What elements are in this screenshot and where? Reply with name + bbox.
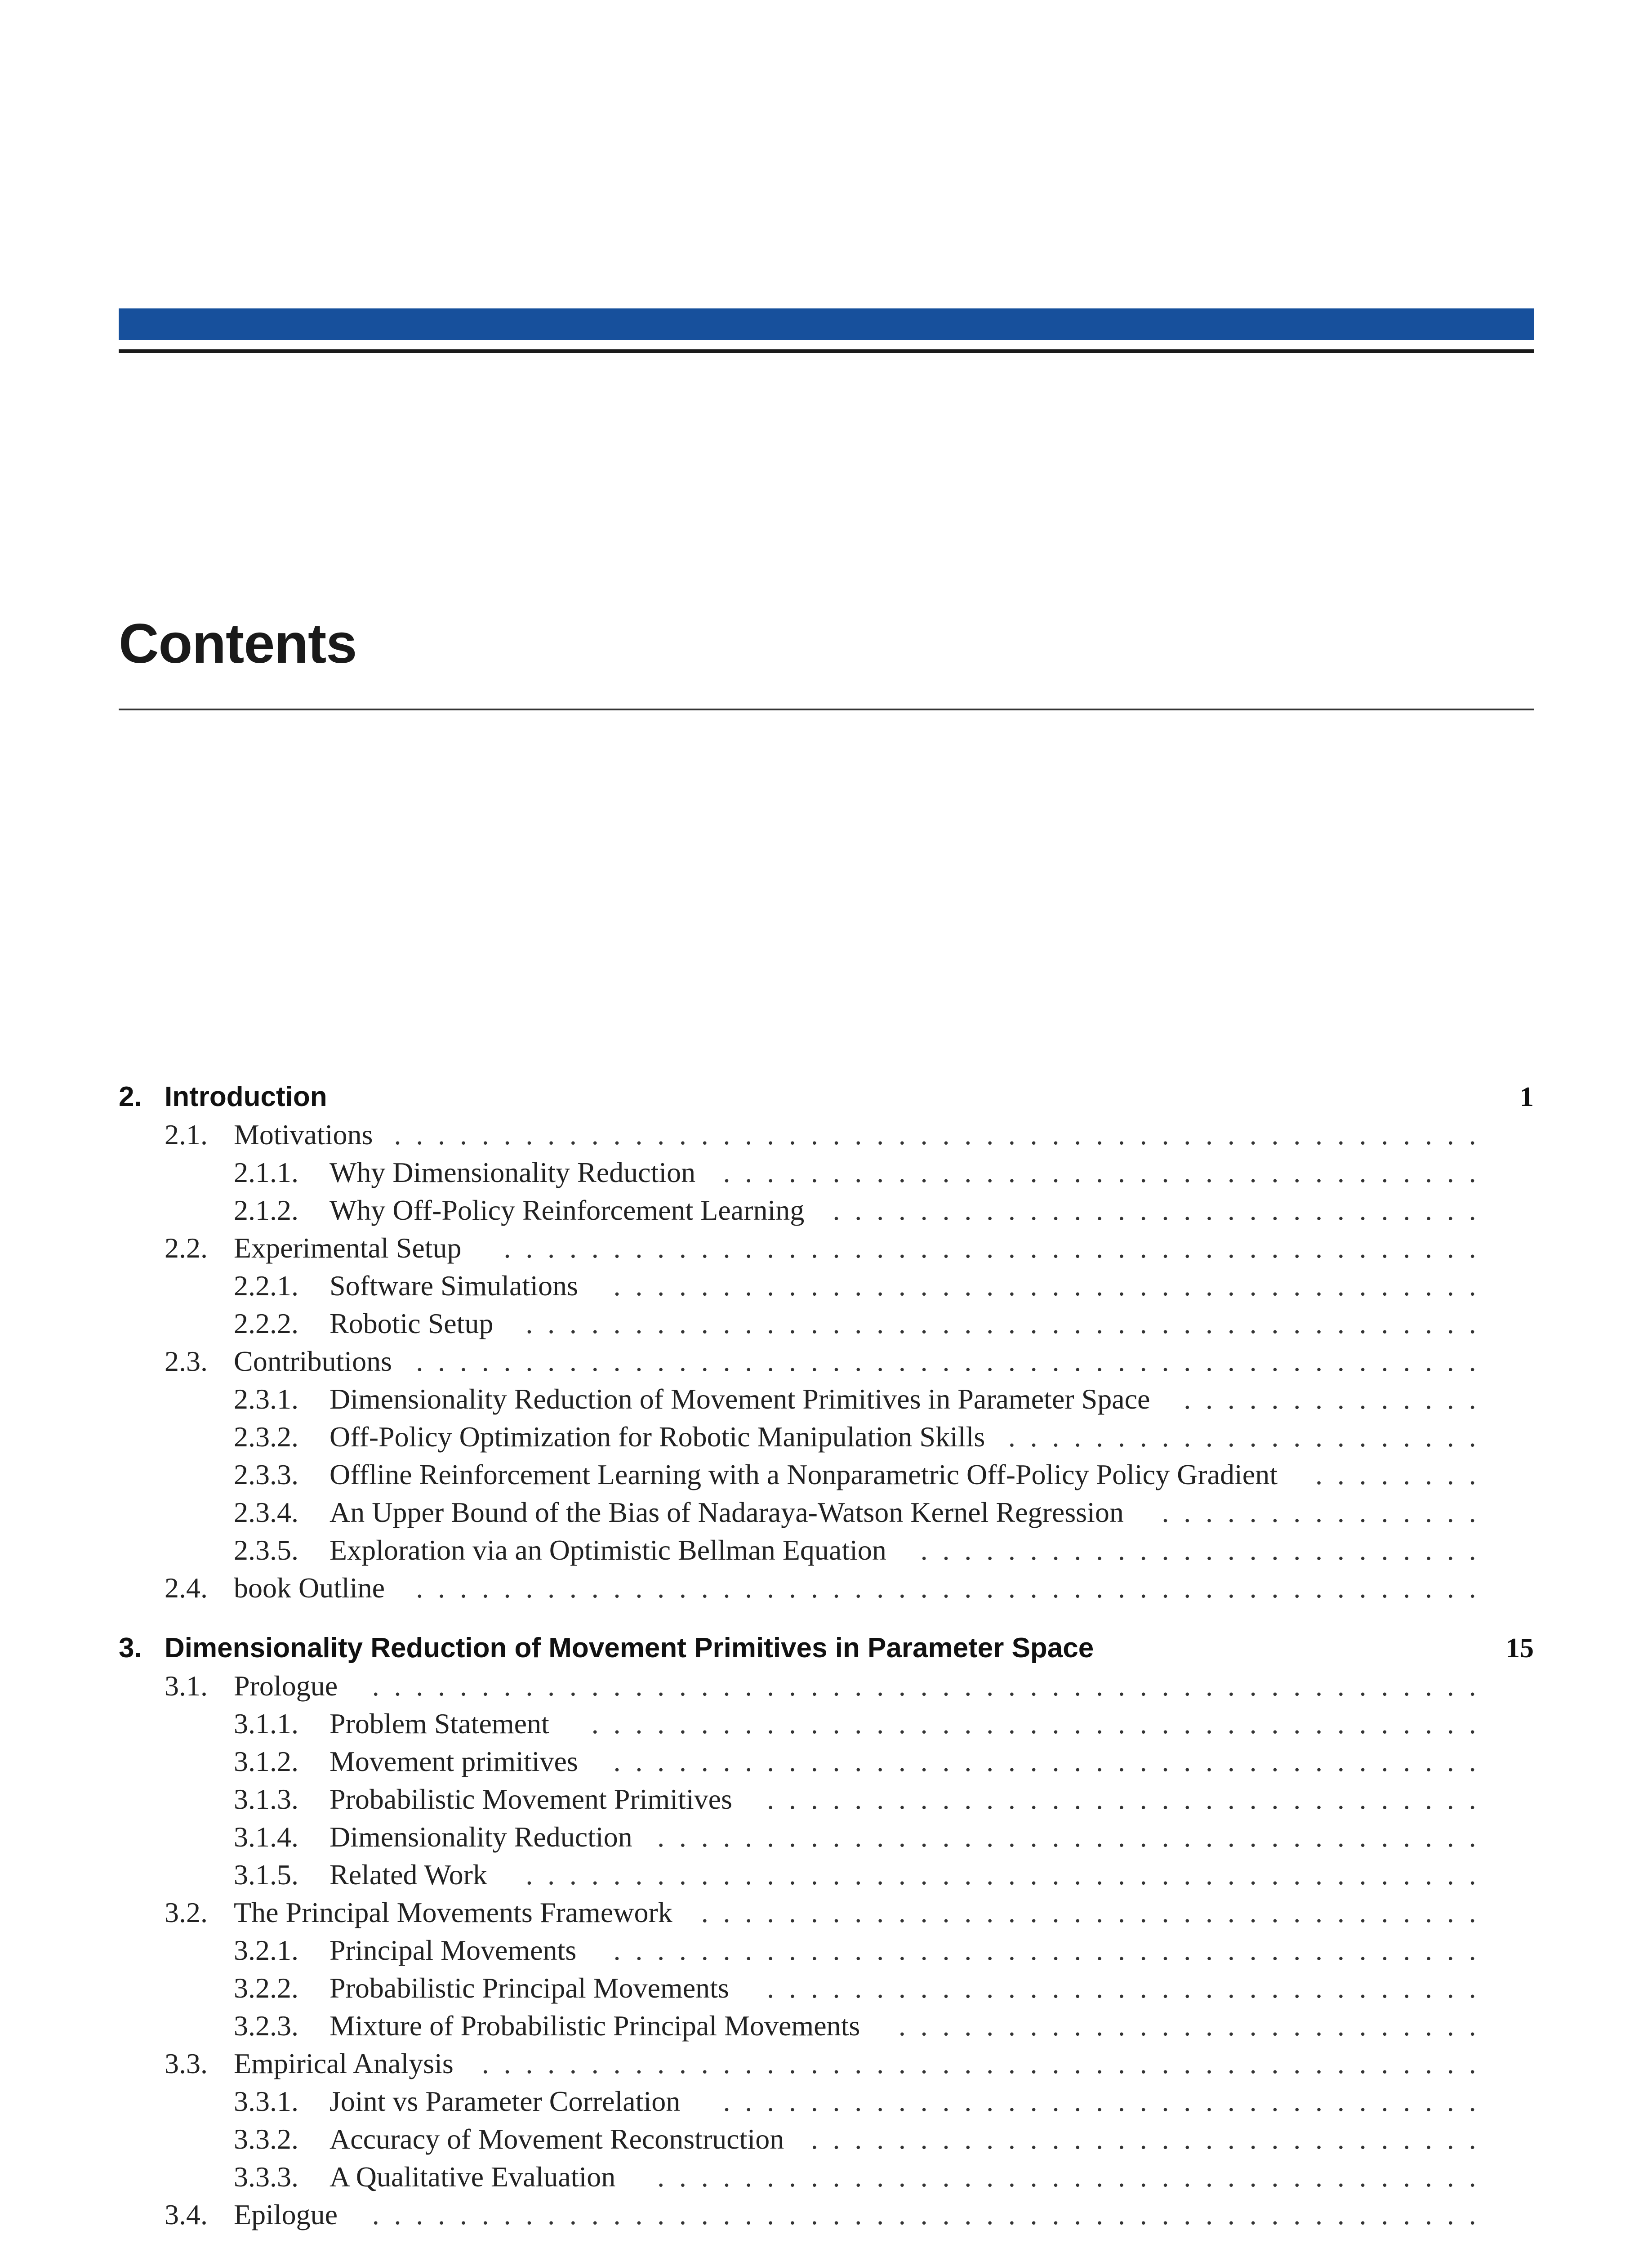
dot-leader: . . . . . . . . . . . . . . . . . . . . . . . . . . . . . . . . . . . . . . . . <box>613 1270 1476 1302</box>
dot-leader: . . . . . . . . . . . . . . . . . . . . . . . . . . . . . . . . . . . . . . . . . . . . . . . . . <box>416 1345 1476 1377</box>
toc-entry-number: 2.2. <box>165 1232 208 1264</box>
dot-leader: . . . . . . . . . . . . . . . . . . . . . . <box>1008 1421 1476 1453</box>
dot-leader: . . . . . . . . . . . . . . . . . . . . . . . . . . . . . . . . . . . . . . . . . . . . . . . . . <box>416 1572 1476 1604</box>
dot-leader: . . . . . . . . . . . . . . . . . . . . . . . . . . . . . . . <box>810 2123 1476 2155</box>
toc-section-entry[interactable] <box>0 2196 1652 2234</box>
toc-entry-number: 3.4. <box>165 2199 208 2230</box>
toc-entry-title: Prologue <box>234 1670 338 1702</box>
toc-section-entry[interactable] <box>0 1229 1652 1267</box>
toc-chapter-number: 3. <box>119 1632 142 1664</box>
toc-entry-title: An Upper Bound of the Bias of Nadaraya-Watson Kernel Regression <box>330 1496 1124 1528</box>
toc-section-entry[interactable] <box>0 1116 1652 1154</box>
dot-leader: . . . . . . . . . . . . . . . . . . . . . . . . . . . . . . . . . . . . . . . . . . . . . <box>503 1232 1476 1264</box>
toc-entry-title: Probabilistic Movement Primitives <box>330 1783 732 1815</box>
dot-leader: . . . . . . . . . . . . . . . . . . . . . . . . . . . . . . . . . <box>767 1972 1476 2004</box>
toc-subsection-entry[interactable] <box>0 1305 1652 1343</box>
dot-leader: . . . . . . . . . . . . . . . . . . . . . . . . . . . . . . . . . . . . . . <box>657 2161 1476 2193</box>
toc-entry-title: Empirical Analysis <box>234 2047 454 2079</box>
toc-subsection-entry[interactable] <box>0 1191 1652 1229</box>
toc-entry-title: Off-Policy Optimization for Robotic Manipulation Skills <box>330 1421 985 1453</box>
toc-chapter <box>0 1078 1652 1607</box>
toc-entry-title: Motivations <box>234 1119 373 1151</box>
toc-subsection-entry[interactable] <box>0 1154 1652 1191</box>
toc-entry-number: 3.1.4. <box>234 1821 298 1853</box>
toc-entry-title: Joint vs Parameter Correlation <box>330 2085 681 2117</box>
toc-chapter-heading[interactable] <box>0 1078 1652 1116</box>
toc-section-entry[interactable] <box>0 1894 1652 1931</box>
toc-entry-number: 3.1.5. <box>234 1859 298 1891</box>
toc-chapter-heading[interactable] <box>0 1629 1652 1667</box>
toc-subsection-entry[interactable] <box>0 2007 1652 2045</box>
header-rule <box>119 349 1534 353</box>
toc-entry-title: Problem Statement <box>330 1708 549 1740</box>
toc-entry-number: 3.2.1. <box>234 1934 298 1966</box>
dot-leader: . . . . . . . . . . . . . . . <box>1162 1496 1476 1528</box>
toc-entry-title: Movement primitives <box>330 1745 578 1777</box>
toc-subsection-entry[interactable] <box>0 1380 1652 1418</box>
dot-leader: . . . . . . . . . . . . . . . . . . . . . . . . . . . . . . . . . . . . . . <box>657 1821 1476 1853</box>
toc-entry-number: 3.1. <box>165 1670 208 1702</box>
toc-entry-number: 2.2.2. <box>234 1307 298 1339</box>
toc-entry-number: 2.1.1. <box>234 1156 298 1188</box>
toc-entry-title: The Principal Movements Framework <box>234 1896 672 1928</box>
toc-entry-title: Mixture of Probabilistic Principal Movements <box>330 2010 860 2042</box>
toc-entry-title: Dimensionality Reduction <box>330 1821 632 1853</box>
toc-entry-number: 2.1. <box>165 1119 208 1151</box>
toc-entry-title: Contributions <box>234 1345 392 1377</box>
toc-subsection-entry[interactable] <box>0 1969 1652 2007</box>
dot-leader: . . . . . . . . . . . . . . . . . . . . . . . . . . . . . . . . . . . . . . . . . . . . . . . . . . . <box>372 1670 1476 1702</box>
toc-subsection-entry[interactable] <box>0 2083 1652 2120</box>
toc-entry-number: 3.2. <box>165 1896 208 1928</box>
dot-leader: . . . . . . . . . . . . . . . . . . . . . . . . . . . . . . . . . . . <box>723 2085 1476 2117</box>
dot-leader: . . . . . . . . . . . . . . . . . . . . . . . . . . . <box>898 2010 1476 2042</box>
dot-leader: . . . . . . . . . . . . . . . . . . . . . . . . . . . . . . . . . . . . . . . . <box>613 1934 1476 1966</box>
dot-leader: . . . . . . . . . . . . . . . . . . . . . . . . . . . . . . . . . . . . . . . . . <box>591 1708 1476 1740</box>
toc-entry-number: 3.3. <box>165 2047 208 2079</box>
toc-entry-title: Accuracy of Movement Reconstruction <box>330 2123 784 2155</box>
toc-subsection-entry[interactable] <box>0 1856 1652 1894</box>
toc-entry-title: Epilogue <box>234 2199 338 2230</box>
toc-entry-title: Probabilistic Principal Movements <box>330 1972 729 2004</box>
dot-leader: . . . . . . . . . . . . . . . . . . . . . . . . . . . . . . <box>833 1194 1476 1226</box>
dot-leader: . . . . . . . . . . . . . . . . . . . . . . . . . . <box>920 1534 1476 1566</box>
toc-section-entry[interactable] <box>0 1569 1652 1607</box>
toc-subsection-entry[interactable] <box>0 1743 1652 1780</box>
toc-subsection-entry[interactable] <box>0 1818 1652 1856</box>
toc-section-entry[interactable] <box>0 1667 1652 1705</box>
toc-chapter-title: Dimensionality Reduction of Movement Primitives in Parameter Space <box>165 1632 1094 1664</box>
title-rule <box>119 709 1534 710</box>
toc-chapter-page: 1 <box>1520 1082 1534 1112</box>
dot-leader: . . . . . . . . . . . . . . <box>1184 1383 1476 1415</box>
toc-entry-number: 3.2.3. <box>234 2010 298 2042</box>
toc-entry-number: 2.1.2. <box>234 1194 298 1226</box>
dot-leader: . . . . . . . . . . . . . . . . . . . . . . . . . . . . . . . . . . . . . . . . . . . . <box>525 1307 1476 1339</box>
toc-entry-number: 3.3.2. <box>234 2123 298 2155</box>
toc-entry-title: Experimental Setup <box>234 1232 462 1264</box>
toc-entry-title: Offline Reinforcement Learning with a Nonparametric Off-Policy Policy Gradient <box>330 1459 1278 1490</box>
toc-entry-number: 2.3. <box>165 1345 208 1377</box>
toc-entry-number: 3.3.1. <box>234 2085 298 2117</box>
dot-leader: . . . . . . . . . . . . . . . . . . . . . . . . . . . . . . . . . . . <box>723 1156 1476 1188</box>
toc-entry-title: Principal Movements <box>330 1934 577 1966</box>
toc-entry-number: 3.1.2. <box>234 1745 298 1777</box>
dot-leader: . . . . . . . . . . . . . . . . . . . . . . . . . . . . . . . . . . . . . . . . . . . . . . . . . . . <box>372 2199 1476 2230</box>
toc-chapter-page: 15 <box>1506 1633 1534 1664</box>
toc-subsection-entry[interactable] <box>0 2158 1652 2196</box>
toc-subsection-entry[interactable] <box>0 2120 1652 2158</box>
toc-entry-title: Related Work <box>330 1859 487 1891</box>
toc-entry-title: Why Dimensionality Reduction <box>330 1156 696 1188</box>
toc-subsection-entry[interactable] <box>0 1780 1652 1818</box>
header-accent-bar <box>119 308 1534 340</box>
toc-subsection-entry[interactable] <box>0 1267 1652 1305</box>
toc-subsection-entry[interactable] <box>0 1531 1652 1569</box>
toc-entry-title: book Outline <box>234 1572 385 1604</box>
dot-leader: . . . . . . . . . . . . . . . . . . . . . . . . . . . . . . . . . . . . . . . . . . . . . . . . . . <box>394 1119 1476 1151</box>
toc-chapter-title: Introduction <box>165 1081 327 1112</box>
dot-leader: . . . . . . . . . . . . . . . . . . . . . . . . . . . . . . . . . <box>767 1783 1476 1815</box>
dot-leader: . . . . . . . . . . . . . . . . . . . . . . . . . . . . . . . . . . . . . . . . . . . . . . <box>481 2047 1476 2079</box>
toc-chapter <box>0 1629 1652 2234</box>
toc-entry-number: 2.3.3. <box>234 1459 298 1490</box>
toc-subsection-entry[interactable] <box>0 1456 1652 1494</box>
toc-entry-number: 2.4. <box>165 1572 208 1604</box>
toc-section-entry[interactable] <box>0 2045 1652 2083</box>
toc-entry-number: 2.2.1. <box>234 1270 298 1302</box>
toc-entry-number: 3.3.3. <box>234 2161 298 2193</box>
toc-entry-number: 3.1.1. <box>234 1708 298 1740</box>
toc-entry-number: 3.1.3. <box>234 1783 298 1815</box>
toc-chapter-number: 2. <box>119 1081 142 1112</box>
toc-entry-title: Exploration via an Optimistic Bellman Equation <box>330 1534 886 1566</box>
dot-leader: . . . . . . . . <box>1315 1459 1476 1490</box>
toc-entry-number: 2.3.5. <box>234 1534 298 1566</box>
toc-subsection-entry[interactable] <box>0 1418 1652 1456</box>
toc-entry-number: 2.3.1. <box>234 1383 298 1415</box>
toc-entry-title: Robotic Setup <box>330 1307 494 1339</box>
toc-section-entry[interactable] <box>0 1343 1652 1380</box>
toc-entry-number: 2.3.4. <box>234 1496 298 1528</box>
toc-entry-number: 2.3.2. <box>234 1421 298 1453</box>
toc-subsection-entry[interactable] <box>0 1931 1652 1969</box>
dot-leader: . . . . . . . . . . . . . . . . . . . . . . . . . . . . . . . . . . . . . . . . . . . . <box>525 1859 1476 1891</box>
dot-leader: . . . . . . . . . . . . . . . . . . . . . . . . . . . . . . . . . . . . . . . . <box>613 1745 1476 1777</box>
toc-entry-title: Dimensionality Reduction of Movement Primitives in Parameter Space <box>330 1383 1150 1415</box>
page-title: Contents <box>119 613 357 675</box>
dot-leader: . . . . . . . . . . . . . . . . . . . . . . . . . . . . . . . . . . . . <box>701 1896 1476 1928</box>
toc-subsection-entry[interactable] <box>0 1705 1652 1743</box>
table-of-contents <box>0 1078 1652 2234</box>
toc-entry-title: Software Simulations <box>330 1270 578 1302</box>
toc-entry-title: A Qualitative Evaluation <box>330 2161 616 2193</box>
toc-entry-title: Why Off-Policy Reinforcement Learning <box>330 1194 805 1226</box>
toc-entry-number: 3.2.2. <box>234 1972 298 2004</box>
toc-subsection-entry[interactable] <box>0 1494 1652 1531</box>
